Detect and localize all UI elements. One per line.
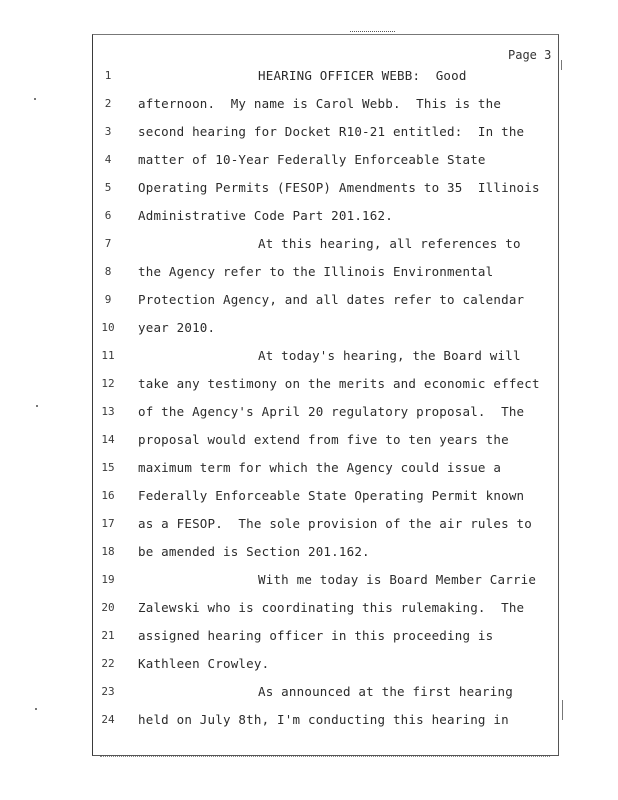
line-text: Administrative Code Part 201.162. — [138, 208, 393, 223]
line-text: At this hearing, all references to — [258, 236, 521, 251]
line-number: 24 — [101, 713, 115, 726]
line-text: be amended is Section 201.162. — [138, 544, 370, 559]
line-text: HEARING OFFICER WEBB: Good — [258, 68, 467, 83]
line-number: 11 — [101, 349, 115, 362]
line-number: 12 — [101, 377, 115, 390]
transcript-line — [0, 678, 618, 706]
transcript-line — [0, 90, 618, 118]
scan-speck — [561, 60, 562, 70]
line-text: At today's hearing, the Board will — [258, 348, 521, 363]
line-text: the Agency refer to the Illinois Environmental — [138, 264, 494, 279]
line-text: With me today is Board Member Carrie — [258, 572, 537, 587]
line-number: 7 — [104, 237, 112, 250]
line-text: held on July 8th, I'm conducting this hearing in — [138, 712, 509, 727]
line-number: 23 — [101, 685, 115, 698]
line-text: proposal would extend from five to ten years the — [138, 432, 509, 447]
line-number: 13 — [101, 405, 115, 418]
transcript-line — [0, 510, 618, 538]
line-number: 15 — [101, 461, 115, 474]
line-number: 14 — [101, 433, 115, 446]
transcript-line — [0, 622, 618, 650]
transcript-line — [0, 258, 618, 286]
line-number: 16 — [101, 489, 115, 502]
line-text: as a FESOP. The sole provision of the air rules to — [138, 516, 533, 531]
scan-speck — [562, 700, 563, 720]
transcript-line — [0, 706, 618, 734]
page-number-label: Page 3 — [508, 48, 552, 62]
line-number: 6 — [104, 209, 112, 222]
transcript-line — [0, 370, 618, 398]
line-number: 10 — [101, 321, 115, 334]
line-text: take any testimony on the merits and economic effect — [138, 376, 540, 391]
line-number: 3 — [104, 125, 112, 138]
transcript-line — [0, 174, 618, 202]
line-text: year 2010. — [138, 320, 216, 335]
line-number: 4 — [104, 153, 112, 166]
scan-speck — [35, 708, 37, 710]
transcript-line — [0, 314, 618, 342]
line-text: Operating Permits (FESOP) Amendments to 35 Illinois — [138, 180, 540, 195]
line-number: 21 — [101, 629, 115, 642]
transcript-line — [0, 594, 618, 622]
line-number: 20 — [101, 601, 115, 614]
scan-speck — [34, 98, 36, 100]
scan-speck — [36, 405, 38, 407]
line-text: maximum term for which the Agency could issue a — [138, 460, 502, 475]
line-text: matter of 10-Year Federally Enforceable State — [138, 152, 486, 167]
transcript-line — [0, 650, 618, 678]
line-number: 9 — [104, 293, 112, 306]
bottom-rule — [100, 756, 550, 757]
transcript-line — [0, 286, 618, 314]
line-text: Zalewski who is coordinating this rulemaking. The — [138, 600, 525, 615]
line-number: 17 — [101, 517, 115, 530]
transcript-line — [0, 62, 618, 90]
line-text: Protection Agency, and all dates refer to calendar — [138, 292, 525, 307]
transcript-line — [0, 146, 618, 174]
transcript-line — [0, 482, 618, 510]
transcript-line — [0, 566, 618, 594]
line-text: assigned hearing officer in this proceeding is — [138, 628, 494, 643]
line-number: 5 — [104, 181, 112, 194]
line-text: of the Agency's April 20 regulatory proposal. The — [138, 404, 525, 419]
line-number: 1 — [104, 69, 112, 82]
transcript-line — [0, 230, 618, 258]
line-number: 22 — [101, 657, 115, 670]
line-number: 2 — [104, 97, 112, 110]
transcript-line — [0, 538, 618, 566]
transcript-line — [0, 454, 618, 482]
transcript-line — [0, 398, 618, 426]
line-number: 8 — [104, 265, 112, 278]
line-text: Kathleen Crowley. — [138, 656, 270, 671]
transcript-line — [0, 202, 618, 230]
line-number: 19 — [101, 573, 115, 586]
line-text: second hearing for Docket R10-21 entitled: In the — [138, 124, 525, 139]
transcript-line — [0, 426, 618, 454]
transcript-line — [0, 342, 618, 370]
line-text: As announced at the first hearing — [258, 684, 513, 699]
line-number: 18 — [101, 545, 115, 558]
line-text: Federally Enforceable State Operating Permit known — [138, 488, 525, 503]
line-text: afternoon. My name is Carol Webb. This is the — [138, 96, 502, 111]
transcript-line — [0, 118, 618, 146]
